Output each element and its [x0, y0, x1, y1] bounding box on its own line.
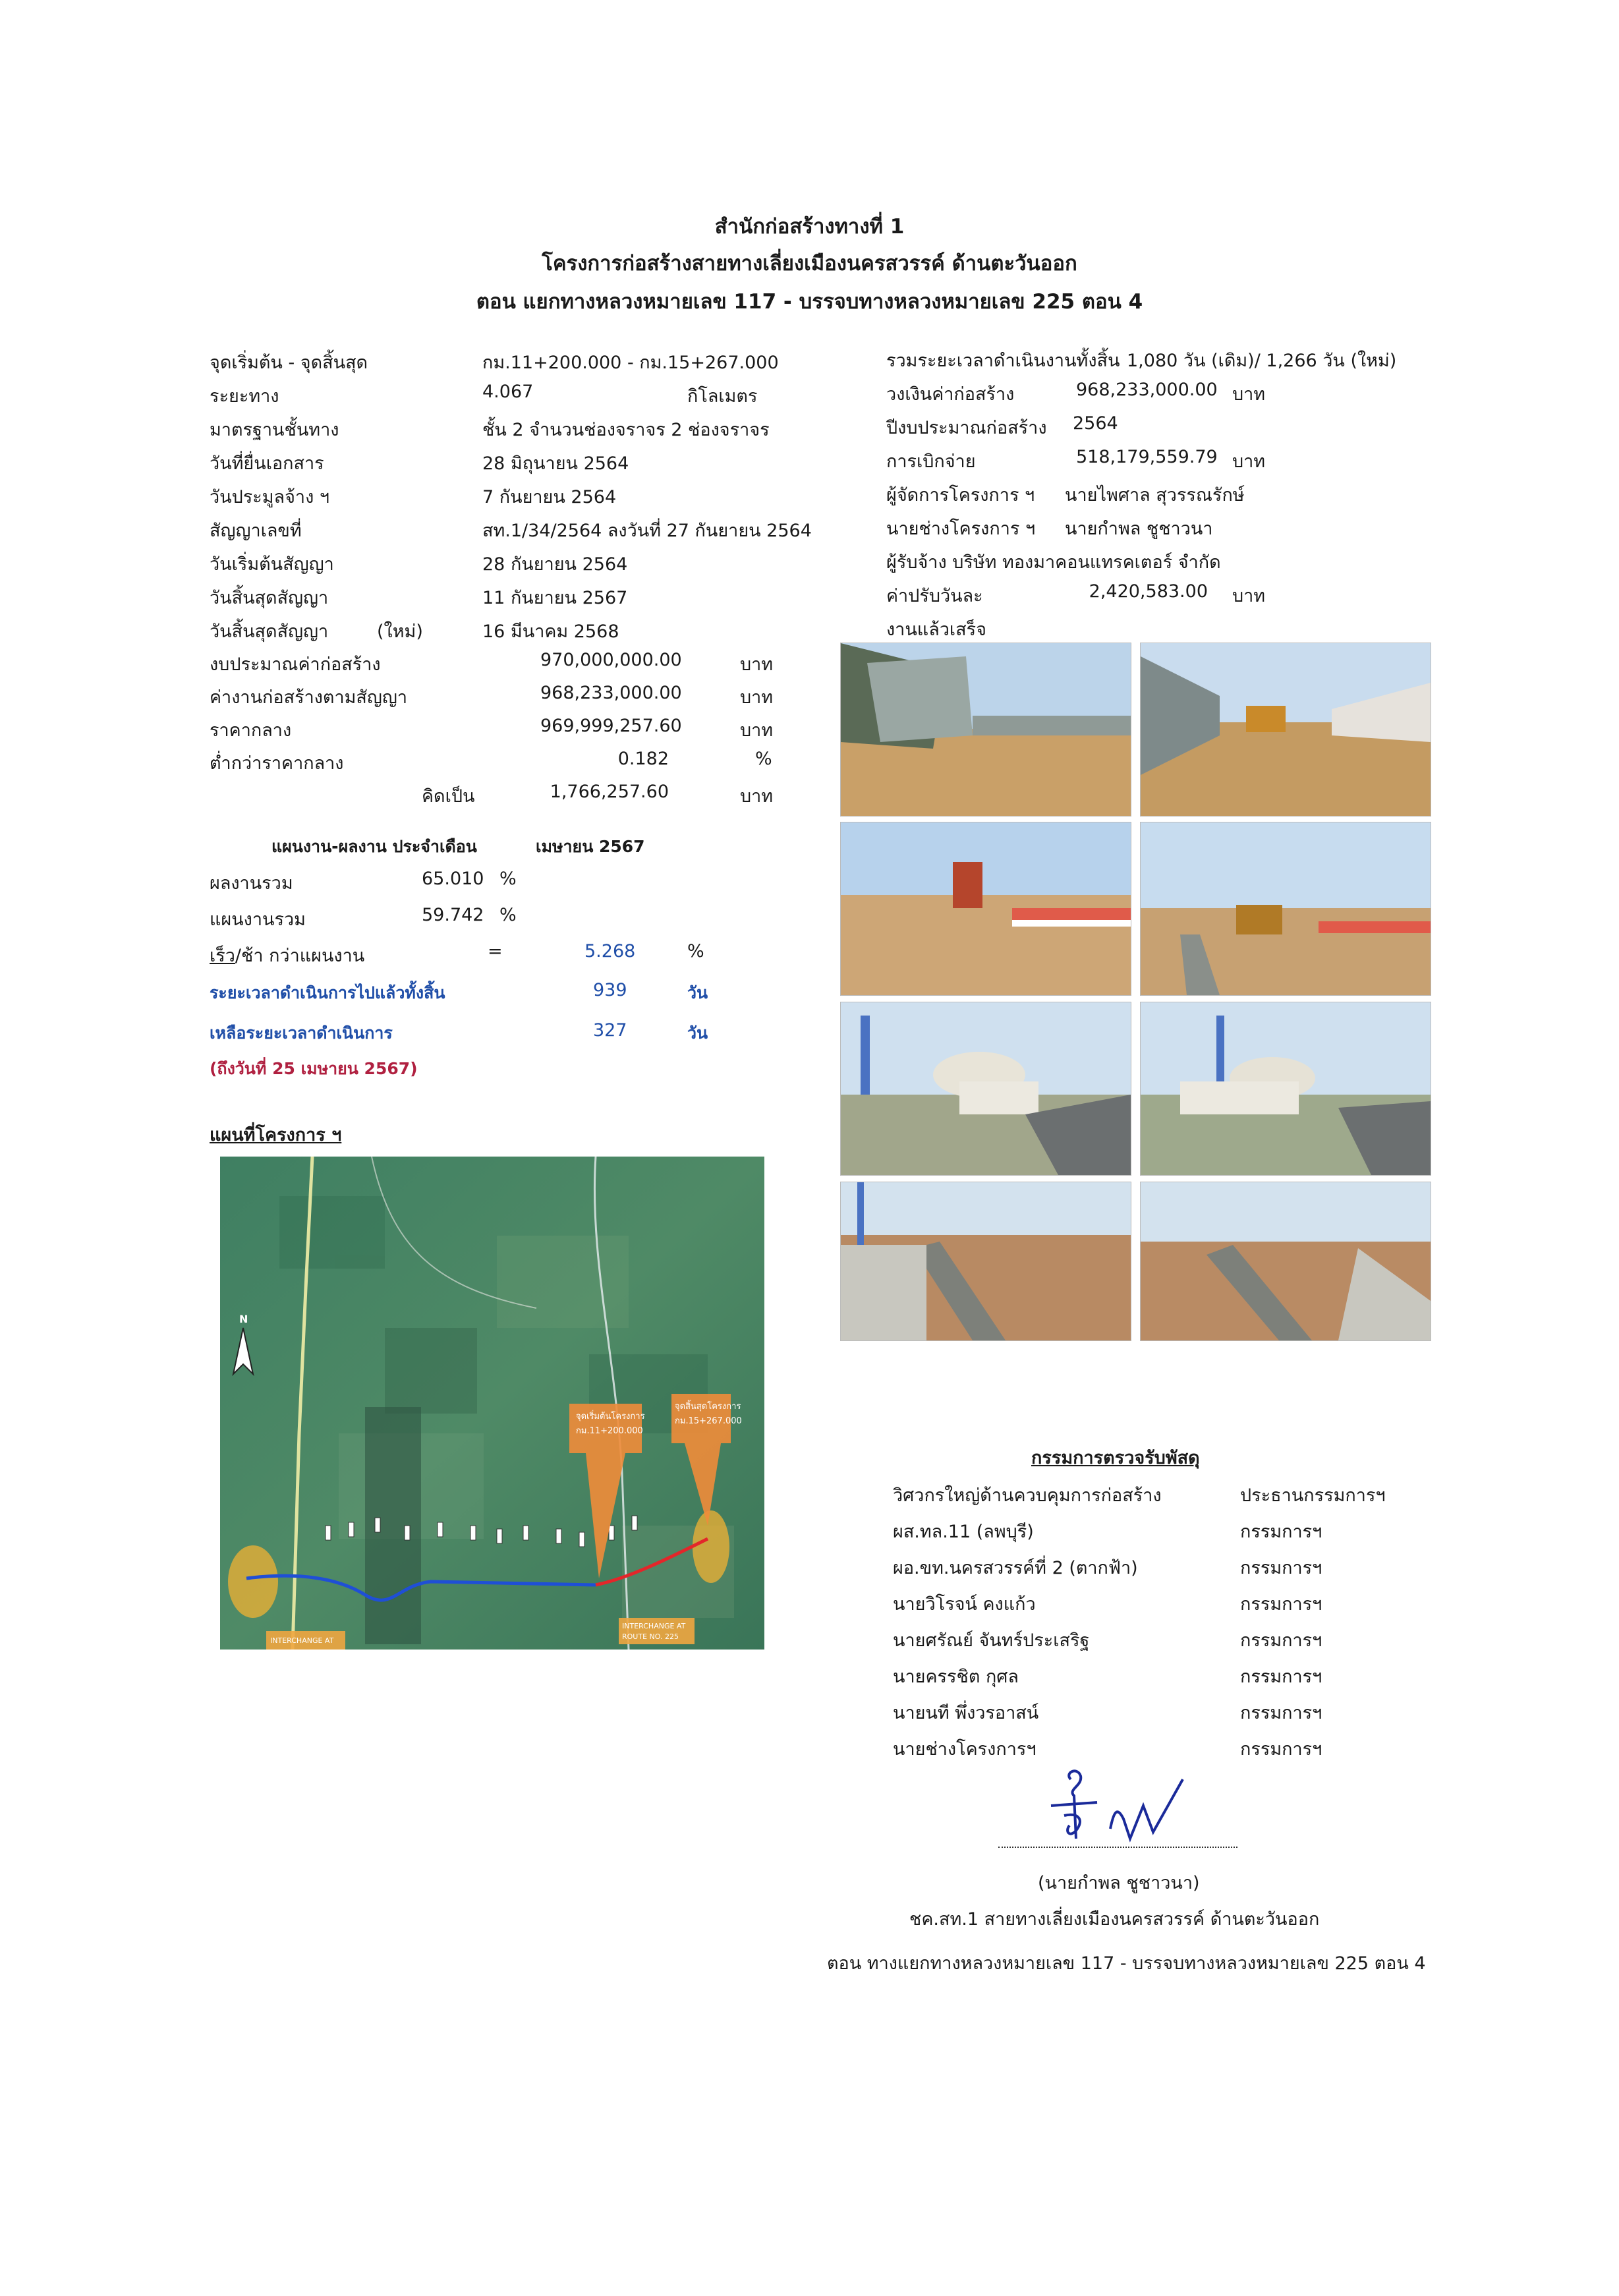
committee-role: กรรมการฯ	[1240, 1594, 1322, 1615]
budget-unit: บาท	[740, 654, 774, 675]
end-callout-line2: กม.15+267.000	[675, 1416, 742, 1426]
header-office: สำนักก่อสร้างทางที่ 1	[714, 215, 905, 239]
photo-formwork-2	[1140, 1182, 1431, 1341]
info-label: วันสิ้นสุดสัญญา	[210, 621, 329, 642]
budget-unit: บาท	[740, 687, 774, 708]
diff-label	[210, 941, 364, 969]
budget-label: คิดเป็น	[422, 786, 475, 807]
info-label-new: (ใหม่)	[377, 621, 423, 642]
signature-line	[998, 1847, 1237, 1848]
committee-member: นายวิโรจน์ คงแก้ว	[893, 1594, 1036, 1615]
budget-value: 969,999,257.60	[540, 716, 682, 736]
start-callout-line1: จุดเริ่มต้นโครงการ	[576, 1412, 645, 1421]
committee-member: นายศรัณย์ จันทร์ประเสริฐ	[893, 1630, 1090, 1651]
photo-dump-truck	[840, 643, 1131, 817]
left-tag-label: INTERCHANGE AT	[270, 1636, 334, 1645]
progress-month: เมษายน 2567	[536, 837, 645, 856]
photo-formwork-1	[840, 1182, 1131, 1341]
signer-section: ตอน ทางแยกทางหลวงหมายเลข 117 - บรรจบทางหลวงหมายเลข 225 ตอน 4	[827, 1953, 1426, 1974]
photo-truck-unloading	[840, 822, 1131, 996]
progress-title: แผนงาน-ผลงาน ประจำเดือน	[271, 837, 477, 856]
actual-label: ผลงานรวม	[210, 873, 293, 894]
handwritten-signature	[1038, 1766, 1196, 1852]
photo-grader	[1140, 643, 1431, 817]
committee-role: ประธานกรรมการฯ	[1240, 1485, 1386, 1506]
map-image	[220, 1157, 764, 1650]
committee-role: กรรมการฯ	[1240, 1703, 1322, 1723]
info-label: นายช่างโครงการ ฯ	[886, 519, 1036, 539]
info-value: 2564	[1073, 413, 1118, 434]
info-value: นายไพศาล สุวรรณรักษ์	[1065, 485, 1245, 505]
committee-role: กรรมการฯ	[1240, 1630, 1322, 1651]
photo-roller	[1140, 822, 1431, 996]
pct-unit: %	[687, 941, 704, 961]
right-tag-line1: INTERCHANGE AT	[622, 1622, 686, 1630]
info-value: 11 กันยายน 2567	[482, 588, 628, 608]
signer-position: ชค.สท.1 สายทางเลี่ยงเมืองนครสวรรค์ ด้านตะวันออก	[909, 1909, 1320, 1930]
budget-value: 968,233,000.00	[540, 683, 682, 703]
contractor: ผู้รับจ้าง บริษัท ทองมาคอนแทรคเตอร์ จำกัด	[886, 552, 1221, 573]
info-value: นายกำพล ชูชาวนา	[1065, 519, 1213, 539]
info-label: วันสิ้นสุดสัญญา	[210, 588, 329, 608]
info-value: 7 กันยายน 2564	[482, 487, 617, 507]
diff-value: 5.268	[584, 941, 636, 961]
budget-value: 0.182	[617, 749, 669, 769]
end-callout-line1: จุดสิ้นสุดโครงการ	[675, 1402, 741, 1412]
photo-concrete-mixer-1	[840, 1002, 1131, 1176]
committee-member: นายช่างโครงการฯ	[893, 1739, 1037, 1760]
info-label: การเบิกจ่าย	[886, 451, 976, 472]
committee-role: กรรมการฯ	[1240, 1667, 1322, 1687]
budget-label: ค่างานก่อสร้างตามสัญญา	[210, 687, 408, 708]
project-map	[220, 1157, 764, 1650]
plan-value: 59.742	[422, 905, 484, 925]
info-value: 28 มิถุนายน 2564	[482, 453, 629, 474]
info-value: 518,179,559.79	[1076, 447, 1218, 467]
diff-rest-text: /ช้า กว่าแผนงาน	[235, 946, 365, 966]
info-value: 28 กันยายน 2564	[482, 554, 628, 575]
info-value: กม.11+200.000 - กม.15+267.000	[482, 353, 779, 373]
info-unit: บาท	[1232, 586, 1266, 606]
info-unit: บาท	[1232, 451, 1266, 472]
committee-member: นายครรชิต กุศล	[893, 1667, 1019, 1687]
header-project: โครงการก่อสร้างสายทางเลี่ยงเมืองนครสวรรค์ ด้านตะวันออก	[542, 252, 1077, 275]
info-label: ระยะทาง	[210, 386, 279, 407]
info-value: ชั้น 2 จำนวนช่องจราจร 2 ช่องจราจร	[482, 420, 770, 440]
budget-unit: บาท	[740, 786, 774, 807]
day-unit: วัน	[687, 983, 708, 1002]
committee-member: วิศวกรใหญ่ด้านควบคุมการก่อสร้าง	[893, 1485, 1162, 1506]
signer-name: (นายกำพล ชูชาวนา)	[1038, 1873, 1200, 1893]
start-callout-line2: กม.11+200.000	[576, 1426, 643, 1436]
as-of-date: (ถึงวันที่ 25 เมษายน 2567)	[210, 1059, 418, 1078]
info-label: สัญญาเลขที่	[210, 521, 302, 541]
plan-label: แผนงานรวม	[210, 909, 306, 930]
budget-value: 1,766,257.60	[550, 782, 669, 802]
info-label: ผู้จัดการโครงการ ฯ	[886, 485, 1035, 505]
committee-role: กรรมการฯ	[1240, 1558, 1322, 1578]
info-label: วันประมูลจ้าง ฯ	[210, 487, 330, 507]
budget-value: 970,000,000.00	[540, 650, 682, 670]
remaining-value: 327	[593, 1020, 627, 1041]
remaining-label: เหลือระยะเวลาดำเนินการ	[210, 1023, 393, 1043]
budget-label: งบประมาณค่าก่อสร้าง	[210, 654, 381, 675]
info-label: จุดเริ่มต้น - จุดสิ้นสุด	[210, 353, 368, 373]
info-value: 16 มีนาคม 2568	[482, 621, 619, 642]
budget-unit: %	[755, 749, 772, 769]
info-value: 2,420,583.00	[1089, 581, 1208, 602]
actual-value: 65.010	[422, 869, 484, 889]
elapsed-label: ระยะเวลาดำเนินการไปแล้วทั้งสิ้น	[210, 983, 445, 1002]
committee-member: นายนที พึ่งวรอาสน์	[893, 1703, 1039, 1723]
info-label: ค่าปรับวันละ	[886, 586, 983, 606]
committee-role: กรรมการฯ	[1240, 1739, 1322, 1760]
photos-caption: งานแล้วเสร็จ	[886, 619, 986, 640]
compass-n: N	[239, 1313, 248, 1325]
pct-unit: %	[499, 905, 517, 925]
budget-unit: บาท	[740, 720, 774, 741]
header-section: ตอน แยกทางหลวงหมายเลข 117 - บรรจบทางหลวงหมายเลข 225 ตอน 4	[476, 290, 1143, 314]
committee-member: ผอ.ขท.นครสวรรค์ที่ 2 (ตากฟ้า)	[893, 1558, 1138, 1578]
budget-label: ราคากลาง	[210, 720, 292, 741]
info-label: วันที่ยื่นเอกสาร	[210, 453, 324, 474]
duration-value: 1,080 วัน (เดิม)/ 1,266 วัน (ใหม่)	[1127, 351, 1397, 371]
info-value: 4.067	[482, 382, 534, 402]
info-value: สท.1/34/2564 ลงวันที่ 27 กันยายน 2564	[482, 521, 812, 541]
info-label: วงเงินค่าก่อสร้าง	[886, 384, 1015, 405]
committee-member: ผส.ทล.11 (ลพบุรี)	[893, 1522, 1034, 1542]
pct-unit: %	[499, 869, 517, 889]
info-unit: กิโลเมตร	[687, 386, 758, 407]
info-label: วันเริ่มต้นสัญญา	[210, 554, 334, 575]
committee-role: กรรมการฯ	[1240, 1522, 1322, 1542]
info-label: มาตรฐานชั้นทาง	[210, 420, 339, 440]
right-tag-line2: ROUTE NO. 225	[622, 1632, 679, 1641]
day-unit: วัน	[687, 1023, 708, 1043]
photo-concrete-mixer-2	[1140, 1002, 1431, 1176]
map-title: แผนที่โครงการ ฯ	[210, 1125, 342, 1145]
diff-fast-word: เร็ว	[210, 946, 235, 966]
equals-sign: =	[488, 941, 503, 961]
info-label: ปีงบประมาณก่อสร้าง	[886, 418, 1047, 438]
info-value: 968,233,000.00	[1076, 380, 1218, 400]
elapsed-value: 939	[593, 980, 627, 1000]
budget-label: ต่ำกว่าราคากลาง	[210, 753, 344, 774]
duration-label: รวมระยะเวลาดำเนินงานทั้งสิ้น	[886, 351, 1120, 371]
committee-title: กรรมการตรวจรับพัสดุ	[1031, 1448, 1200, 1468]
info-unit: บาท	[1232, 384, 1266, 405]
